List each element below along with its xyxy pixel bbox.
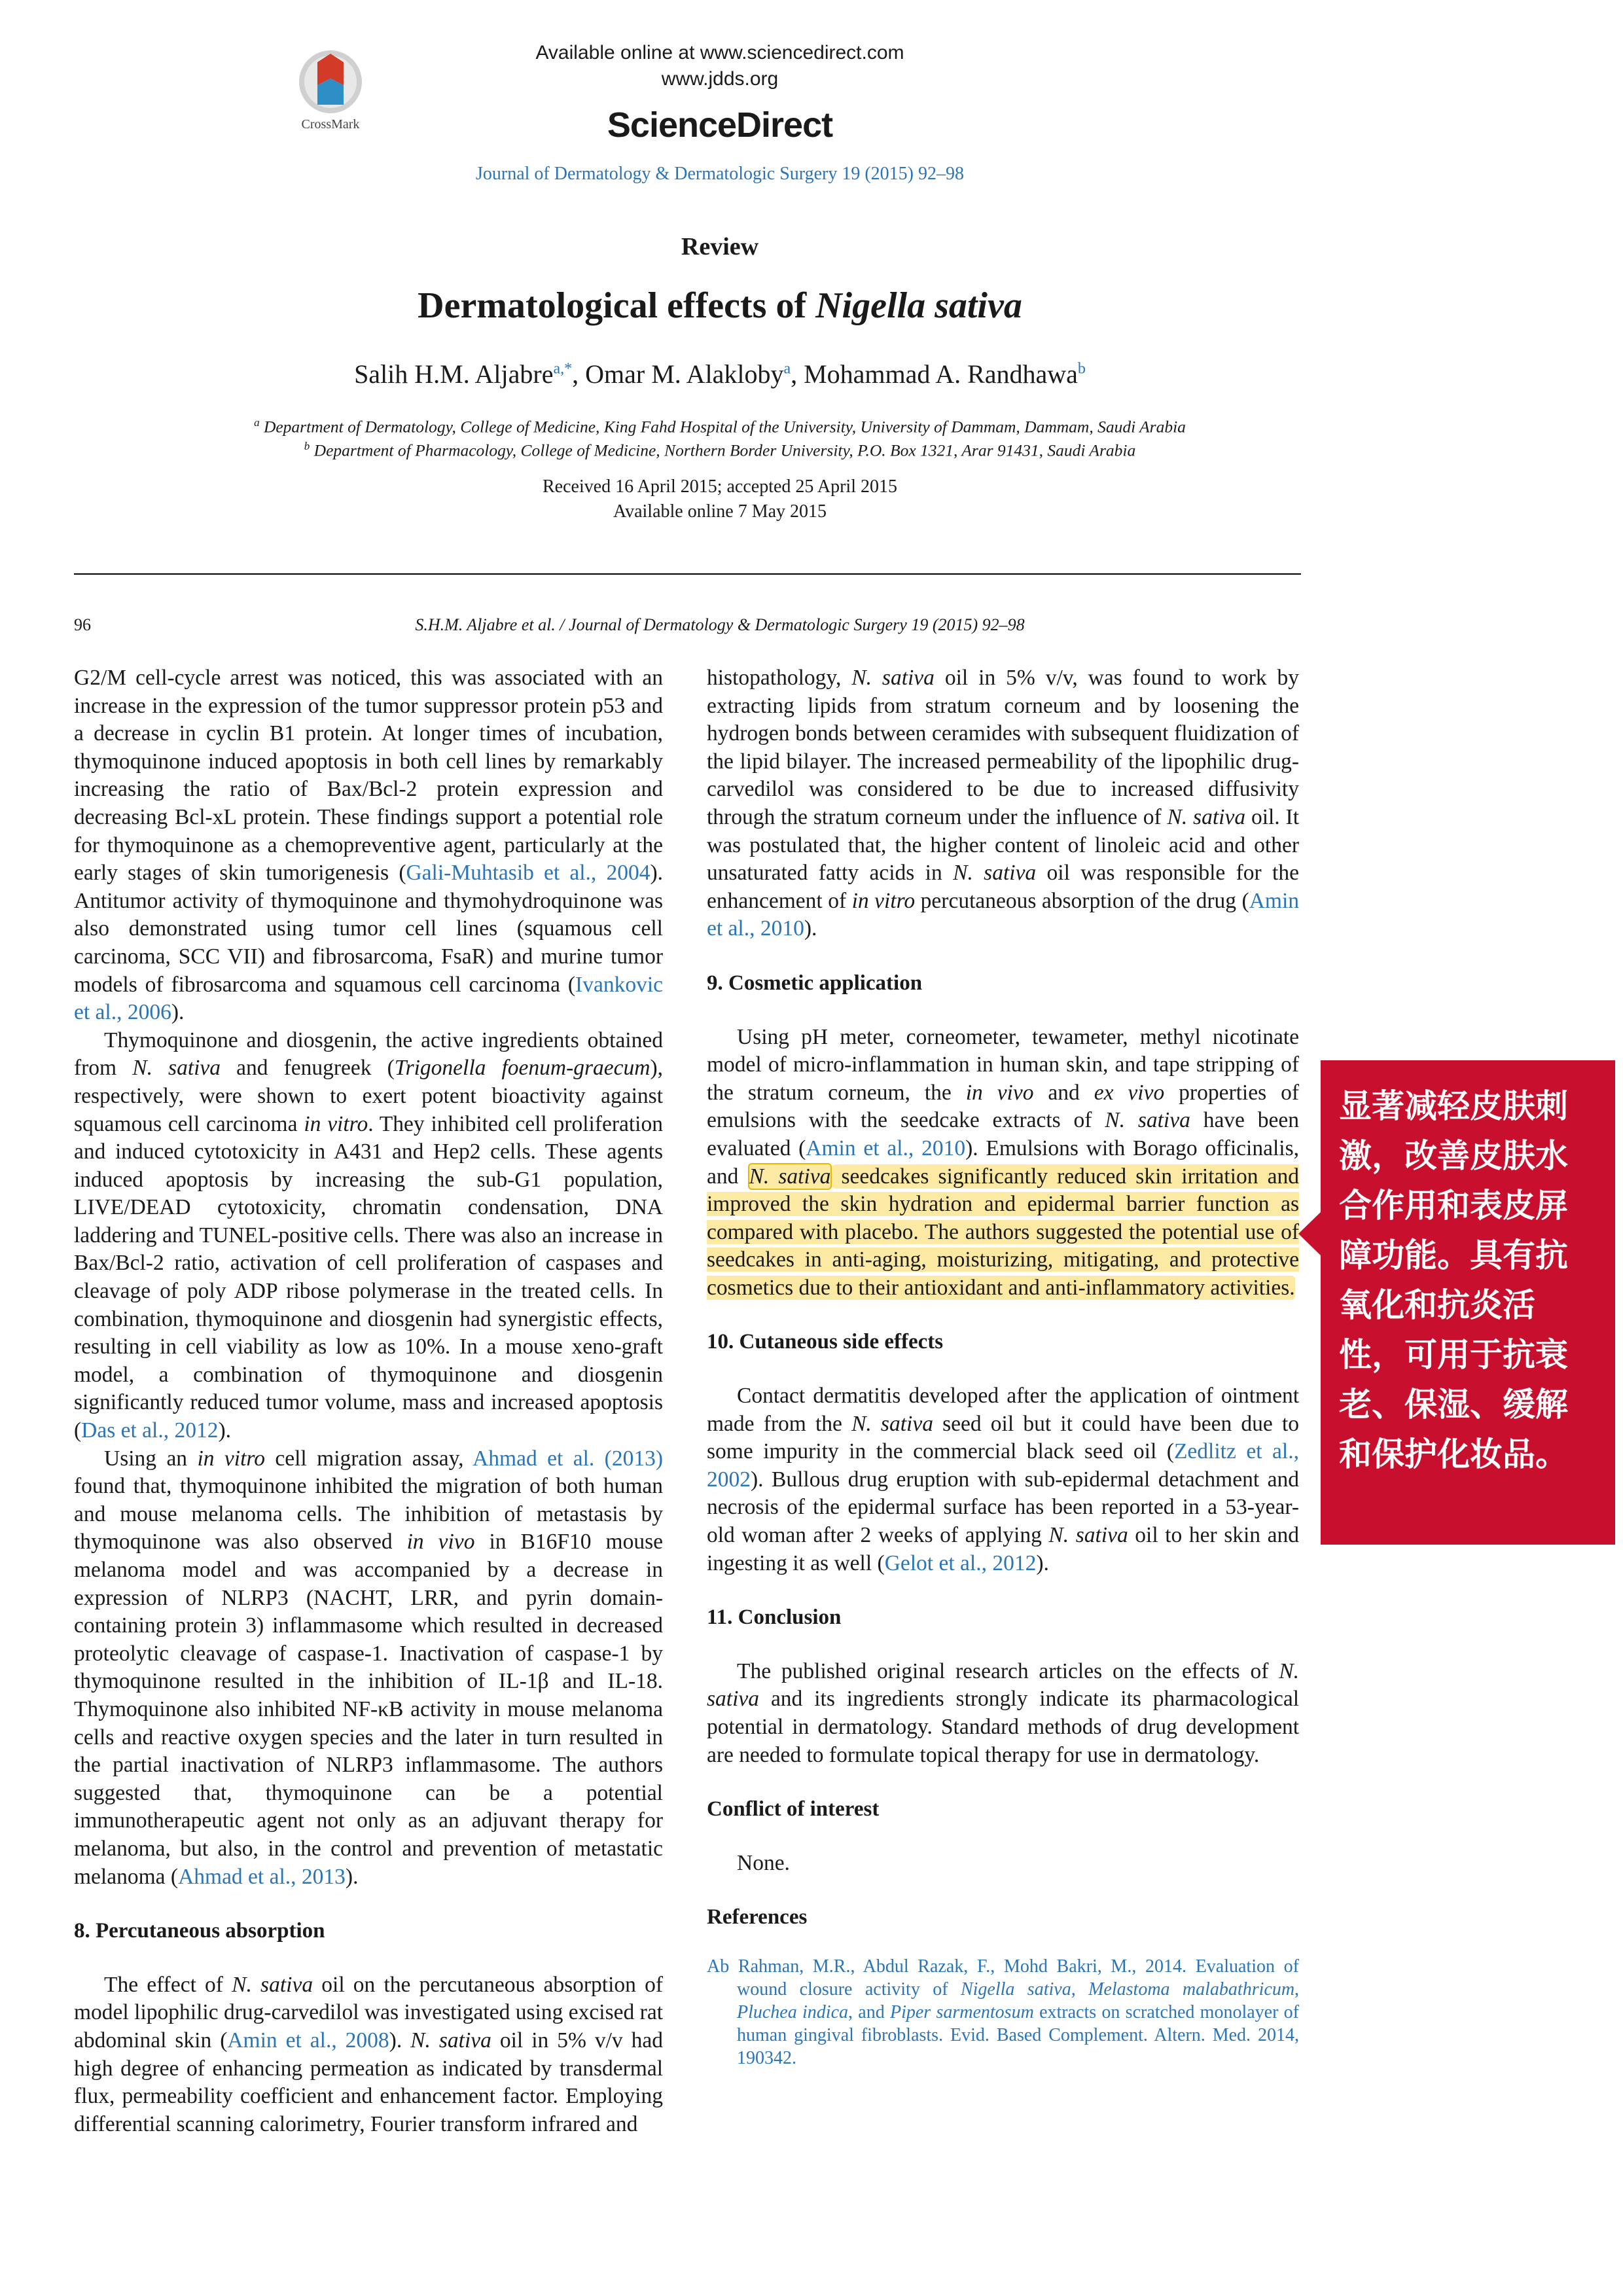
author-name: Omar M. Alakloby <box>585 359 784 389</box>
citation-link[interactable]: Amin et al., 2010 <box>806 1136 966 1160</box>
title-italic: Nigella sativa <box>815 285 1022 326</box>
affiliation-text: Department of Pharmacology, College of Medicine, Northern Border University, P.O. Box 1321, Arar 91431, Saudi Arabia <box>313 440 1136 460</box>
affiliation-marker: b <box>304 440 310 452</box>
reference-list <box>707 1955 1299 2070</box>
running-head: S.H.M. Aljabre et al. / Journal of Dermatology & Dermatologic Surgery 19 (2015) 92–98 <box>415 615 1025 634</box>
paragraph: histopathology, N. sativa oil in 5% v/v, was found to work by extracting lipids from stratum corneum and by loosening the hydrogen bonds between ceramides with subsequent fluidization of the lipid bilayer. The increased permeability of the lipophilic drug-carvedilol was considered to be due to increased diffusivity through the stratum corneum under the influence of N. sativa oil. It was postulated that, the higher content of linoleic acid and other unsaturated fatty acids in N. sativa oil was responsible for the enhancement of in vitro percutaneous absorption of the drug (Amin et al., 2010). <box>707 666 1300 941</box>
citation-link[interactable]: Ivankovic et al., 2006 <box>74 972 663 1025</box>
crossmark-icon <box>294 46 366 118</box>
section-heading: 11. Conclusion <box>707 1605 842 1630</box>
annotation-text: 显著减轻皮肤刺激，改善皮肤水合作用和表皮屏障功能。具有抗氧化和抗炎活性，可用于抗衰老、保湿、缓解和保护化妆品。 <box>1339 1087 1568 1473</box>
crossmark-label: CrossMark <box>301 117 360 132</box>
journal-reference[interactable]: Journal of Dermatology & Dermatologic Surgery 19 (2015) 92–98 <box>475 164 964 184</box>
section-heading: 8. Percutaneous absorption <box>74 1919 325 1943</box>
affiliation-a <box>98 416 1342 437</box>
right-column <box>707 664 1299 2070</box>
available-online-text: Available online at www.sciencedirect.com <box>535 42 904 63</box>
left-column <box>74 664 663 2138</box>
reference-item[interactable]: Ab Rahman, M.R., Abdul Razak, F., Mohd Bakri, M., 2014. Evaluation of wound closure activity of Nigella sativa, Melastoma malabathricum, Pluchea indica, and Piper sarmentosum extracts on scratched monolayer of human gingival fibroblasts. Evid. Based Complement. Altern. Med. 2014, 190342. <box>707 1956 1300 2068</box>
citation-link[interactable]: Ahmad et al. (2013) <box>473 1446 663 1471</box>
paragraph: Using an in vitro cell migration assay, Ahmad et al. (2013) found that, thymoquinone inhibited the migration of both human and mouse melanoma cells. The inhibition of metastasis by thymoquinone was also observed in vivo in B16F10 mouse melanoma model and was accompanied by a decrease in expression of NLRP3 (NACHT, LRR, and pyrin domain-containing protein 3) inflammasome which resulted in decreased proteolytic cleavage of caspase-1. Inactivation of caspase-1 by thymoquinone resulted in the inhibition of IL-1β and IL-18. Thymoquinone also inhibited NF-κB activity in mouse melanoma cells and reactive oxygen species and the later in turn resulted in the partial inactivation of NLRP3 inflammasome. The authors suggested that, thymoquinone can be a potential immunotherapeutic agent not only as an adjuvant therapy for melanoma, but also, in the control and prevention of metastatic melanoma (Ahmad et al., 2013). <box>74 1446 663 1889</box>
title-plain: Dermatological effects of <box>418 285 816 326</box>
jdds-url[interactable]: www.jdds.org <box>661 68 779 90</box>
author-affiliation-marker[interactable]: a <box>783 360 791 378</box>
section-heading: Conflict of interest <box>707 1797 880 1821</box>
annotation-callout <box>1321 1060 1615 1545</box>
section-heading: 10. Cutaneous side effects <box>707 1330 944 1354</box>
article-title <box>196 285 1243 327</box>
citation-link[interactable]: Ahmad et al., 2013 <box>178 1864 346 1889</box>
affiliation-text: Department of Dermatology, College of Medicine, King Fahd Hospital of the University, University of Dammam, Dammam, Saudi Arabia <box>263 417 1186 437</box>
header-divider <box>74 573 1301 575</box>
highlighted-term[interactable]: N. sativa <box>749 1164 831 1189</box>
author-name: Salih H.M. Aljabre <box>354 359 554 389</box>
citation-link[interactable]: Gelot et al., 2012 <box>884 1551 1037 1575</box>
sciencedirect-brand[interactable]: ScienceDirect <box>607 105 833 145</box>
paragraph: The published original research articles on the effects of N. sativa and its ingredients strongly indicate its pharmacological potential in dermatology. Standard methods of drug development are needed to formulate topical therapy for use in dermatology. <box>707 1659 1299 1767</box>
section-heading: 9. Cosmetic application <box>707 971 923 995</box>
affiliation-marker: a <box>254 416 260 429</box>
online-date: Available online 7 May 2015 <box>613 501 827 522</box>
author-list: Salih H.M. Aljabre$^{a,*}$, Omar M. Alakloby$^a$, Mohammad A. Randhawa$^b$ <box>354 359 1086 389</box>
affiliation-b <box>98 440 1342 461</box>
paragraph: The effect of N. sativa oil on the percutaneous absorption of model lipophilic drug-carvedilol was investigated using excised rat abdominal skin (Amin et al., 2008). N. sativa oil in 5% v/v had high degree of enhancing permeation as indicated by transdermal flux, permeability coefficient and enhancement factor. Employing differential scanning calorimetry, Fourier transform infrared and <box>74 1972 663 2136</box>
paragraph: G2/M cell-cycle arrest was noticed, this was associated with an increase in the expression of the tumor suppressor protein p53 and a decrease in cyclin B1 protein. At longer times of incubation, thymoquinone induced apoptosis in both cell lines by remarkably increasing the ratio of Bax/Bcl-2 protein expression and decreasing Bcl-xL protein. These findings support a potential role for thymoquinone as a chemopreventive agent, particularly at the early stages of skin tumorigenesis (Gali-Muhtasib et al., 2004). Antitumor activity of thymoquinone and thymohydroquinone was also demonstrated using tumor cell lines (squamous cell carcinoma, SCC VII) and fibrosarcoma, FsaR) and murine tumor models of fibrosarcoma and squamous cell carcinoma (Ivankovic et al., 2006). <box>74 666 663 1025</box>
citation-link[interactable]: Amin et al., 2008 <box>227 2028 389 2053</box>
author-affiliation-marker[interactable]: a,* <box>553 360 573 378</box>
citation-link[interactable]: Zedlitz et al., 2002 <box>707 1439 1299 1492</box>
annotation-box <box>1321 1060 1615 1545</box>
citation-link[interactable]: Das et al., 2012 <box>81 1418 219 1443</box>
citation-link[interactable]: Gali-Muhtasib et al., 2004 <box>406 861 651 886</box>
paragraph: None. <box>737 1850 790 1875</box>
received-dates: Received 16 April 2015; accepted 25 April 2015 <box>543 476 897 497</box>
section-heading: References <box>707 1905 808 1929</box>
crossmark-logo[interactable] <box>294 46 366 131</box>
callout-pointer-icon <box>1298 1211 1322 1257</box>
paragraph: Contact dermatitis developed after the application of ointment made from the N. sativa seed oil but it could have been due to some impurity in the commercial black seed oil (Zedlitz et al., 2002). Bullous drug eruption with sub-epidermal detachment and necrosis of the epidermal surface has been reported in a 53-year-old woman after 2 weeks of applying N. sativa oil to her skin and ingesting it as well (Gelot et al., 2012). <box>707 1384 1300 1575</box>
highlighted-passage[interactable]: seedcakes significantly reduced skin irritation and improved the skin hydration and epidermal barrier function as compared with placebo. The authors suggested the potential use of seedcakes in anti-aging, moisturizing, mitigating, and protective cosmetics due to their antioxidant and anti-inflammatory activities. <box>707 1164 1299 1300</box>
page-number: 96 <box>74 615 91 634</box>
citation-link[interactable]: Amin et al., 2010 <box>707 888 1299 941</box>
paragraph: Thymoquinone and diosgenin, the active ingredients obtained from N. sativa and fenugreek (Trigonella foenum-graecum), respectively, were shown to exert potent bioactivity against squamous cell carcinoma in vitro. They inhibited cell proliferation and induced cytotoxicity in A431 and Hep2 cells. These agents induced apoptosis by increasing the sub-G1 population, LIVE/DEAD cytotoxicity, chromatin condensation, DNA laddering and TUNEL-positive cells. There was also an increase in Bax/Bcl-2 ratio, activation of cell proliferation of caspases and cleavage of poly ADP ribose polymerase in the treated cells. In combination, thymoquinone and diosgenin had synergistic effects, resulting in cell viability as low as 10%. In a mouse xeno-graft model, a combination of thymoquinone and diosgenin significantly reduced tumor volume, mass and increased apoptosis (Das et al., 2012). <box>74 1028 664 1443</box>
paragraph: Using pH meter, corneometer, tewameter, methyl nicotinate model of micro-inflammation in human skin, and tape stripping of the stratum corneum, the in vivo and ex vivo properties of emulsions with the seedcake extracts of N. sativa have been evaluated (Amin et al., 2010). Emulsions with Borago officinalis, and N. sativa seedcakes significantly reduced skin irritation and improved the skin hydration and epidermal barrier function as compared with placebo. The authors suggested the potential use of seedcakes in anti-aging, moisturizing, mitigating, and protective cosmetics due to their antioxidant and anti-inflammatory activities. <box>707 1024 1299 1300</box>
author-name: Mohammad A. Randhawa <box>804 359 1078 389</box>
author-affiliation-marker[interactable]: b <box>1077 360 1086 378</box>
article-type: Review <box>681 233 759 260</box>
